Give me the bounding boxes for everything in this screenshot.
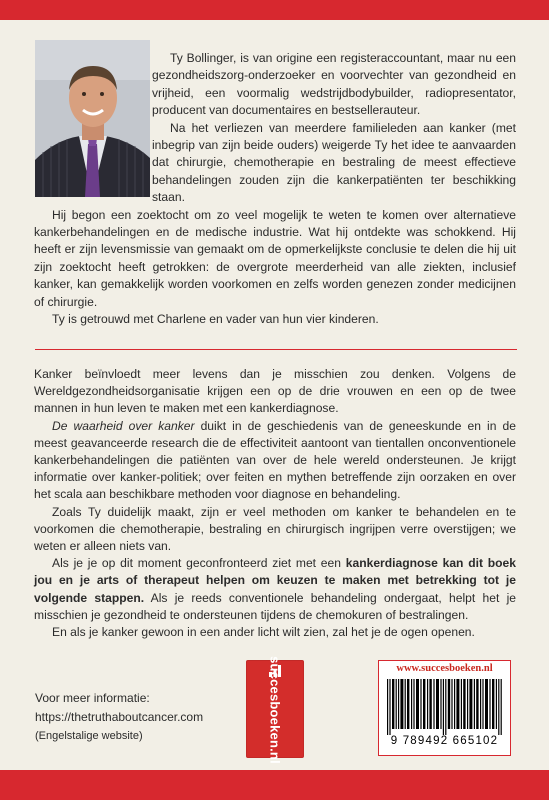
barcode-url: www.succesboeken.nl [396, 663, 493, 674]
top-red-band [0, 0, 549, 20]
bio-paragraph-2: Na het verliezen van meerdere familieleden aan kanker (met inbegrip van zijn beide ouders) weigerde Ty het idee te aanvaarden dat chirurgie, chemotherapie en bestraling de meest effectieve behandelingen zouden zijn die kankerpatiënten ter beschikking staan. [152, 120, 516, 205]
desc-paragraph-2-text: duikt in de geschiedenis van de geneeskunde en in de meest geavanceerde research die de effectiviteit aantoont van tientallen onconventionele kankerbehandelingen die patiënten van over de hele wereld ondersteunen. Je krijgt informatie over kanker-politiek; over feiten en mythen betreffende zijn oorzaken en over het scala aan beschikbare methoden voor diagnose en behandeling. [34, 418, 516, 502]
red-divider [35, 349, 517, 350]
isbn-number: 9 789492 665102 [390, 735, 499, 747]
more-info [35, 689, 235, 746]
desc-paragraph-2 [34, 418, 516, 504]
more-info-label: Voor meer informatie: [35, 691, 150, 705]
desc-paragraph-4-rest: Als je reeds conventionele behandeling ondergaat, helpt het je misschien je gezondheid te ondersteunen tijdens de chemokuren of bestralingen. [34, 590, 516, 622]
desc-paragraph-4 [34, 555, 516, 624]
barcode-box [378, 660, 511, 756]
bottom-red-band [0, 770, 549, 800]
author-bio [34, 50, 516, 329]
more-info-url[interactable]: https://thetruthaboutcancer.com [35, 710, 204, 724]
book-description [34, 366, 516, 641]
desc-paragraph-5: En als je kanker gewoon in een ander licht wilt zien, zal het je de ogen openen. [52, 625, 475, 640]
desc-paragraph-1: Kanker beïnvloedt meer levens dan je misschien zou denken. Volgens de Wereldgezondheidsorganisatie krijgen een op de drie vrouwen en een op de twee mannen in hun leven te maken met een kankerdiagnose. [34, 367, 516, 416]
bio-paragraph-4: Ty is getrouwd met Charlene en vader van hun vier kinderen. [52, 312, 379, 327]
more-info-note: (Engelstalige website) [35, 730, 143, 742]
bio-paragraph-1: Ty Bollinger, is van origine een registeraccountant, maar nu een gezondheidszorg-onderzoeker en voorvechter van gezondheid en vrijheid, een voormalig wedstrijdbodybuilder, radiopresentator, producent van documentaires en bestsellerauteur. [152, 51, 516, 118]
publisher-logo-text: succesboeken.nl [267, 656, 283, 764]
publisher-logo [246, 656, 304, 764]
book-title-italic: De waarheid over kanker [52, 418, 195, 433]
bio-paragraph-3: Hij begon een zoektocht om zo veel mogelijk te weten te komen over alternatieve kankerbehandelingen en de medische industrie. Wat hij ontdekte was schokkend. Hij heeft er zijn levensmissie van gemaakt om de opmerkelijkste conclusie te delen die hij uit zijn zoektocht heeft getrokken: de overgrote meerderheid van alle ziekten, inclusief kanker, kan gemakkelijk worden voorkomen en zelfs worden genezen zonder medicijnen of chirurgie. [34, 207, 516, 309]
desc-paragraph-4-start: Als je je op dit moment geconfronteerd ziet met een [52, 556, 346, 571]
barcode-icon [387, 679, 502, 735]
desc-paragraph-3: Zoals Ty duidelijk maakt, zijn er veel methoden om kanker te behandelen en te voorkomen die chemotherapie, bestraling en chirurgisch ingrijpen verre overstijgen; we weten er alleen niets van. [34, 504, 516, 554]
desc-paragraph-4-bold: kankerdiagnose kan dit boek jou en je arts of therapeut helpen om keuzen te maken met betrekking tot je volgende stappen. [34, 556, 516, 605]
